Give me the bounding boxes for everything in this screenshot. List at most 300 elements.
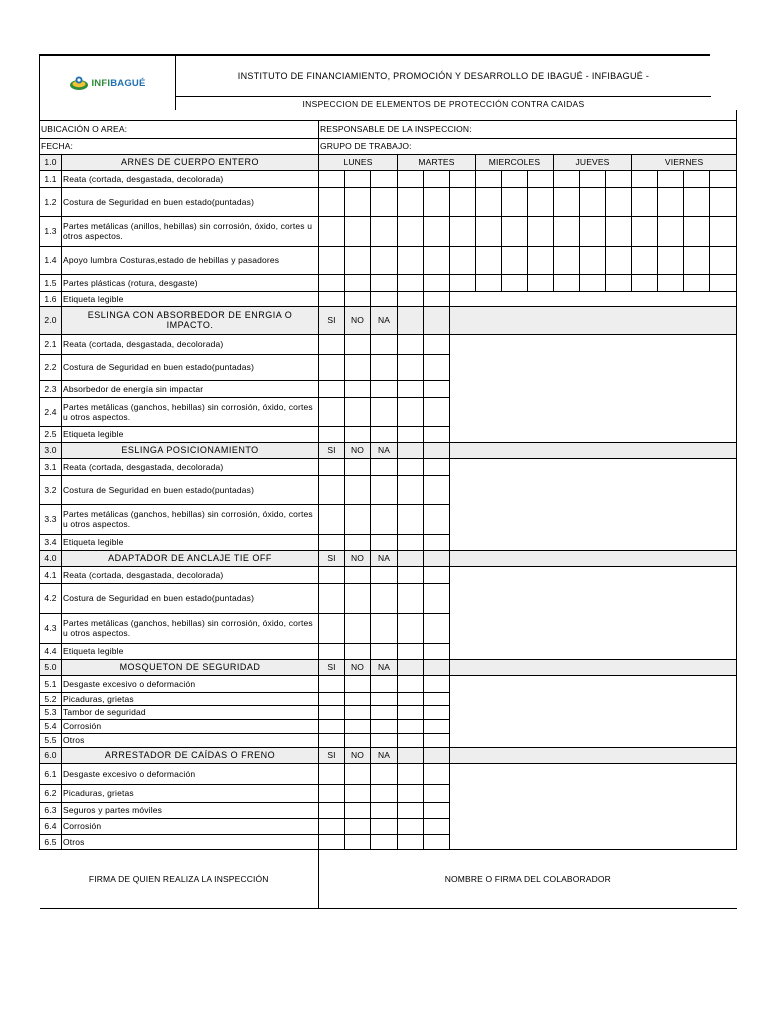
section-header-1.0: [40, 154, 737, 170]
check-cell[interactable]: [371, 534, 398, 550]
checklist-row: [40, 733, 737, 747]
option-no: NO: [345, 550, 371, 566]
section-header-5.0: [40, 659, 737, 675]
checklist-row: [40, 504, 737, 534]
option-si: SI: [319, 659, 345, 675]
checklist-row: [40, 802, 737, 818]
check-cell[interactable]: [684, 170, 710, 187]
inspection-form: [39, 54, 710, 909]
check-cell[interactable]: [371, 818, 398, 834]
check-cell[interactable]: [632, 274, 658, 291]
check-cell[interactable]: [424, 170, 450, 187]
blank-area: [450, 802, 737, 818]
check-cell[interactable]: [319, 246, 345, 274]
check-cell[interactable]: [345, 675, 371, 692]
check-cell[interactable]: [345, 354, 371, 380]
check-cell[interactable]: [345, 566, 371, 583]
check-cell[interactable]: [606, 187, 632, 216]
work-group-field[interactable]: GRUPO DE TRABAJO:: [319, 138, 737, 154]
check-cell[interactable]: [632, 216, 658, 246]
check-cell[interactable]: [554, 187, 580, 216]
item-number: 2.3: [40, 380, 62, 397]
day-header-viernes: VIERNES: [632, 154, 737, 170]
check-cell[interactable]: [632, 187, 658, 216]
section-title: ARRESTADOR DE CAÍDAS O FRENO: [62, 747, 319, 763]
check-cell[interactable]: [371, 187, 398, 216]
check-cell[interactable]: [319, 504, 345, 534]
check-cell[interactable]: [476, 246, 502, 274]
date-field[interactable]: FECHA:: [40, 138, 319, 154]
item-description: Etiqueta legible: [62, 291, 319, 306]
check-cell[interactable]: [424, 397, 450, 426]
blank-area: [450, 458, 737, 475]
section-title: ARNES DE CUERPO ENTERO: [62, 154, 319, 170]
blank-area: [450, 692, 737, 705]
item-description: Otros: [62, 733, 319, 747]
check-cell[interactable]: [345, 763, 371, 784]
section-header-2.0: [40, 306, 737, 334]
check-cell[interactable]: [398, 334, 424, 354]
section-header-3.0: [40, 442, 737, 458]
checklist-row: [40, 426, 737, 442]
check-cell[interactable]: [371, 705, 398, 719]
check-cell[interactable]: [580, 170, 606, 187]
item-number: 5.4: [40, 719, 62, 733]
check-cell[interactable]: [319, 719, 345, 733]
check-cell[interactable]: [398, 274, 424, 291]
check-cell[interactable]: [450, 187, 476, 216]
check-cell[interactable]: [398, 187, 424, 216]
check-cell[interactable]: [371, 733, 398, 747]
checklist-row: [40, 613, 737, 643]
check-cell[interactable]: [450, 274, 476, 291]
check-cell[interactable]: [345, 504, 371, 534]
check-cell[interactable]: [319, 170, 345, 187]
checklist-row: [40, 784, 737, 802]
check-cell[interactable]: [398, 719, 424, 733]
checklist-row: [40, 187, 737, 216]
item-number: 1.6: [40, 291, 62, 306]
check-cell[interactable]: [450, 246, 476, 274]
option-na: NA: [371, 306, 398, 334]
check-cell[interactable]: [710, 246, 737, 274]
check-cell[interactable]: [371, 274, 398, 291]
check-cell[interactable]: [345, 613, 371, 643]
check-cell[interactable]: [684, 274, 710, 291]
check-cell[interactable]: [319, 426, 345, 442]
item-description: Etiqueta legible: [62, 643, 319, 659]
blank-area: [450, 534, 737, 550]
check-cell[interactable]: [371, 354, 398, 380]
check-cell[interactable]: [424, 733, 450, 747]
check-cell[interactable]: [371, 170, 398, 187]
check-cell[interactable]: [398, 291, 424, 306]
check-cell[interactable]: [424, 458, 450, 475]
check-cell[interactable]: [371, 397, 398, 426]
check-cell[interactable]: [371, 675, 398, 692]
check-cell[interactable]: [398, 818, 424, 834]
location-field[interactable]: UBICACIÓN O AREA:: [40, 120, 319, 138]
check-cell[interactable]: [319, 675, 345, 692]
check-cell[interactable]: [398, 504, 424, 534]
check-cell[interactable]: [528, 216, 554, 246]
check-cell[interactable]: [476, 216, 502, 246]
check-cell[interactable]: [684, 246, 710, 274]
checklist-row: [40, 170, 737, 187]
check-cell[interactable]: [345, 397, 371, 426]
check-cell[interactable]: [554, 246, 580, 274]
check-cell[interactable]: [345, 719, 371, 733]
check-cell[interactable]: [319, 380, 345, 397]
check-cell[interactable]: [502, 274, 528, 291]
checklist-row: [40, 692, 737, 705]
check-cell[interactable]: [371, 504, 398, 534]
check-cell[interactable]: [371, 643, 398, 659]
check-cell[interactable]: [424, 834, 450, 849]
blank-area: [450, 834, 737, 849]
check-cell[interactable]: [345, 291, 371, 306]
check-cell[interactable]: [398, 354, 424, 380]
check-cell[interactable]: [424, 380, 450, 397]
check-cell[interactable]: [319, 733, 345, 747]
check-cell[interactable]: [371, 834, 398, 849]
section-number: 2.0: [40, 306, 62, 334]
check-cell[interactable]: [319, 834, 345, 849]
option-si: SI: [319, 306, 345, 334]
check-cell[interactable]: [371, 291, 398, 306]
blank-area: [450, 566, 737, 583]
checklist-row: [40, 583, 737, 613]
blank-area: [450, 784, 737, 802]
check-cell[interactable]: [345, 475, 371, 504]
check-cell[interactable]: [319, 458, 345, 475]
check-cell[interactable]: [371, 566, 398, 583]
check-cell[interactable]: [371, 583, 398, 613]
inspector-signature[interactable]: FIRMA DE QUIEN REALIZA LA INSPECCIÓN: [40, 849, 319, 908]
check-cell[interactable]: [371, 475, 398, 504]
check-cell[interactable]: [502, 170, 528, 187]
checklist-row: [40, 566, 737, 583]
check-cell[interactable]: [319, 475, 345, 504]
checklist-row: [40, 834, 737, 849]
check-cell[interactable]: [319, 583, 345, 613]
checklist-row: [40, 763, 737, 784]
check-cell[interactable]: [371, 458, 398, 475]
check-cell[interactable]: [345, 246, 371, 274]
item-number: 6.2: [40, 784, 62, 802]
item-number: 4.3: [40, 613, 62, 643]
check-cell[interactable]: [345, 426, 371, 442]
check-cell[interactable]: [398, 613, 424, 643]
check-cell[interactable]: [398, 566, 424, 583]
check-cell[interactable]: [398, 834, 424, 849]
check-cell[interactable]: [319, 643, 345, 659]
form-title: INSPECCION DE ELEMENTOS DE PROTECCIÓN CONTRA CAIDAS: [302, 98, 585, 109]
check-cell[interactable]: [398, 705, 424, 719]
check-cell[interactable]: [398, 458, 424, 475]
check-cell[interactable]: [424, 246, 450, 274]
check-cell[interactable]: [424, 643, 450, 659]
check-cell[interactable]: [319, 566, 345, 583]
check-cell[interactable]: [424, 504, 450, 534]
check-cell[interactable]: [371, 613, 398, 643]
check-cell[interactable]: [476, 187, 502, 216]
checklist-row: [40, 534, 737, 550]
check-cell[interactable]: [398, 784, 424, 802]
section-number: 1.0: [40, 154, 62, 170]
check-cell[interactable]: [319, 216, 345, 246]
blank-area: [450, 442, 737, 458]
check-cell[interactable]: [319, 692, 345, 705]
item-description: Otros: [62, 834, 319, 849]
check-cell[interactable]: [371, 216, 398, 246]
check-cell[interactable]: [424, 802, 450, 818]
check-cell[interactable]: [345, 187, 371, 216]
item-number: 1.4: [40, 246, 62, 274]
check-cell[interactable]: [371, 334, 398, 354]
check-cell[interactable]: [528, 187, 554, 216]
check-cell[interactable]: [319, 334, 345, 354]
check-cell[interactable]: [528, 274, 554, 291]
item-number: 2.5: [40, 426, 62, 442]
check-cell[interactable]: [606, 274, 632, 291]
check-cell[interactable]: [319, 784, 345, 802]
check-cell[interactable]: [345, 334, 371, 354]
checklist-row: [40, 643, 737, 659]
check-cell[interactable]: [319, 763, 345, 784]
item-number: 4.4: [40, 643, 62, 659]
check-cell[interactable]: [424, 763, 450, 784]
checklist-row: [40, 274, 737, 291]
responsible-field[interactable]: RESPONSABLE DE LA INSPECCION:: [319, 120, 737, 138]
check-cell[interactable]: [398, 733, 424, 747]
blank-area: [450, 550, 737, 566]
check-cell[interactable]: [319, 354, 345, 380]
check-cell[interactable]: [398, 170, 424, 187]
item-description: Corrosión: [62, 719, 319, 733]
check-cell[interactable]: [345, 534, 371, 550]
collaborator-signature[interactable]: NOMBRE O FIRMA DEL COLABORADOR: [319, 849, 737, 908]
check-cell[interactable]: [319, 291, 345, 306]
check-cell[interactable]: [450, 170, 476, 187]
item-description: Picaduras, grietas: [62, 784, 319, 802]
check-cell[interactable]: [345, 784, 371, 802]
check-cell[interactable]: [580, 274, 606, 291]
check-cell[interactable]: [424, 534, 450, 550]
check-cell[interactable]: [398, 534, 424, 550]
blank-area: [450, 306, 737, 334]
check-cell[interactable]: [345, 458, 371, 475]
item-number: 5.5: [40, 733, 62, 747]
blank-cell: [424, 550, 450, 566]
check-cell[interactable]: [371, 802, 398, 818]
check-cell[interactable]: [345, 818, 371, 834]
check-cell[interactable]: [424, 291, 450, 306]
check-cell[interactable]: [632, 170, 658, 187]
check-cell[interactable]: [528, 170, 554, 187]
check-cell[interactable]: [345, 216, 371, 246]
check-cell[interactable]: [398, 246, 424, 274]
check-cell[interactable]: [345, 274, 371, 291]
item-number: 3.1: [40, 458, 62, 475]
item-description: Corrosión: [62, 818, 319, 834]
check-cell[interactable]: [554, 274, 580, 291]
check-cell[interactable]: [398, 216, 424, 246]
check-cell[interactable]: [554, 170, 580, 187]
check-cell[interactable]: [345, 643, 371, 659]
check-cell[interactable]: [606, 246, 632, 274]
item-number: 5.3: [40, 705, 62, 719]
check-cell[interactable]: [632, 246, 658, 274]
inspection-table: [39, 110, 737, 909]
check-cell[interactable]: [319, 818, 345, 834]
check-cell[interactable]: [371, 380, 398, 397]
institute-name: INSTITUTO DE FINANCIAMIENTO, PROMOCIÓN Y DESARROLLO DE IBAGUÉ - INFIBAGUÉ -: [176, 56, 711, 97]
check-cell[interactable]: [398, 675, 424, 692]
check-cell[interactable]: [658, 216, 684, 246]
check-cell[interactable]: [398, 802, 424, 818]
item-number: 1.5: [40, 274, 62, 291]
item-number: 6.1: [40, 763, 62, 784]
check-cell[interactable]: [398, 692, 424, 705]
check-cell[interactable]: [502, 246, 528, 274]
option-si: SI: [319, 747, 345, 763]
check-cell[interactable]: [319, 274, 345, 291]
check-cell[interactable]: [606, 170, 632, 187]
check-cell[interactable]: [580, 187, 606, 216]
check-cell[interactable]: [580, 216, 606, 246]
item-description: Costura de Seguridad en buen estado(puntadas): [62, 187, 319, 216]
check-cell[interactable]: [528, 246, 554, 274]
item-number: 5.2: [40, 692, 62, 705]
check-cell[interactable]: [398, 475, 424, 504]
checklist-row: [40, 334, 737, 354]
check-cell[interactable]: [424, 583, 450, 613]
check-cell[interactable]: [371, 784, 398, 802]
check-cell[interactable]: [319, 534, 345, 550]
check-cell[interactable]: [319, 705, 345, 719]
check-cell[interactable]: [424, 613, 450, 643]
check-cell[interactable]: [658, 246, 684, 274]
logo-text-b: BAGUÉ: [110, 77, 146, 89]
check-cell[interactable]: [658, 187, 684, 216]
blank-cell: [424, 442, 450, 458]
form-header: [39, 54, 710, 110]
check-cell[interactable]: [658, 274, 684, 291]
blank-area: [450, 643, 737, 659]
check-cell[interactable]: [710, 170, 737, 187]
check-cell[interactable]: [371, 426, 398, 442]
check-cell[interactable]: [371, 763, 398, 784]
check-cell[interactable]: [450, 216, 476, 246]
check-cell[interactable]: [424, 216, 450, 246]
check-cell[interactable]: [424, 719, 450, 733]
checklist-row: [40, 475, 737, 504]
check-cell[interactable]: [345, 802, 371, 818]
item-description: Desgaste excesivo o deformación: [62, 675, 319, 692]
section-number: 6.0: [40, 747, 62, 763]
check-cell[interactable]: [424, 566, 450, 583]
checklist-row: [40, 719, 737, 733]
check-cell[interactable]: [424, 705, 450, 719]
blank-area: [450, 504, 737, 534]
option-na: NA: [371, 659, 398, 675]
check-cell[interactable]: [658, 170, 684, 187]
check-cell[interactable]: [319, 613, 345, 643]
check-cell[interactable]: [345, 733, 371, 747]
item-description: Apoyo lumbra Costuras,estado de hebillas y pasadores: [62, 246, 319, 274]
check-cell[interactable]: [476, 274, 502, 291]
check-cell[interactable]: [424, 334, 450, 354]
blank-area: [450, 397, 737, 426]
meta-row-location: [40, 120, 737, 138]
check-cell[interactable]: [710, 216, 737, 246]
check-cell[interactable]: [345, 692, 371, 705]
check-cell[interactable]: [345, 705, 371, 719]
check-cell[interactable]: [580, 246, 606, 274]
check-cell[interactable]: [424, 426, 450, 442]
check-cell[interactable]: [371, 719, 398, 733]
check-cell[interactable]: [424, 475, 450, 504]
check-cell[interactable]: [502, 187, 528, 216]
check-cell[interactable]: [345, 380, 371, 397]
blank-area: [450, 818, 737, 834]
infibague-logo: [69, 75, 145, 91]
check-cell[interactable]: [502, 216, 528, 246]
item-description: Tambor de seguridad: [62, 705, 319, 719]
check-cell[interactable]: [424, 274, 450, 291]
check-cell[interactable]: [424, 692, 450, 705]
option-si: SI: [319, 550, 345, 566]
checklist-row: [40, 216, 737, 246]
check-cell[interactable]: [345, 170, 371, 187]
check-cell[interactable]: [345, 583, 371, 613]
check-cell[interactable]: [710, 187, 737, 216]
item-description: Reata (cortada, desgastada, decolorada): [62, 334, 319, 354]
check-cell[interactable]: [424, 675, 450, 692]
check-cell[interactable]: [398, 643, 424, 659]
check-cell[interactable]: [554, 216, 580, 246]
blank-area: [450, 475, 737, 504]
check-cell[interactable]: [424, 818, 450, 834]
check-cell[interactable]: [398, 583, 424, 613]
check-cell[interactable]: [371, 246, 398, 274]
check-cell[interactable]: [319, 397, 345, 426]
item-description: Partes metálicas (ganchos, hebillas) sin corrosión, óxido, cortes u otros aspectos.: [62, 613, 319, 643]
check-cell[interactable]: [606, 216, 632, 246]
check-cell[interactable]: [319, 802, 345, 818]
blank-cell: [424, 306, 450, 334]
item-number: 2.1: [40, 334, 62, 354]
check-cell[interactable]: [398, 426, 424, 442]
check-cell[interactable]: [398, 763, 424, 784]
check-cell[interactable]: [684, 187, 710, 216]
check-cell[interactable]: [398, 380, 424, 397]
check-cell[interactable]: [371, 692, 398, 705]
check-cell[interactable]: [319, 187, 345, 216]
check-cell[interactable]: [424, 187, 450, 216]
check-cell[interactable]: [684, 216, 710, 246]
check-cell[interactable]: [476, 170, 502, 187]
check-cell[interactable]: [424, 354, 450, 380]
check-cell[interactable]: [398, 397, 424, 426]
blank-cell: [398, 747, 424, 763]
checklist-row: [40, 458, 737, 475]
check-cell[interactable]: [710, 274, 737, 291]
day-header-jueves: JUEVES: [554, 154, 632, 170]
check-cell[interactable]: [424, 784, 450, 802]
check-cell[interactable]: [345, 834, 371, 849]
